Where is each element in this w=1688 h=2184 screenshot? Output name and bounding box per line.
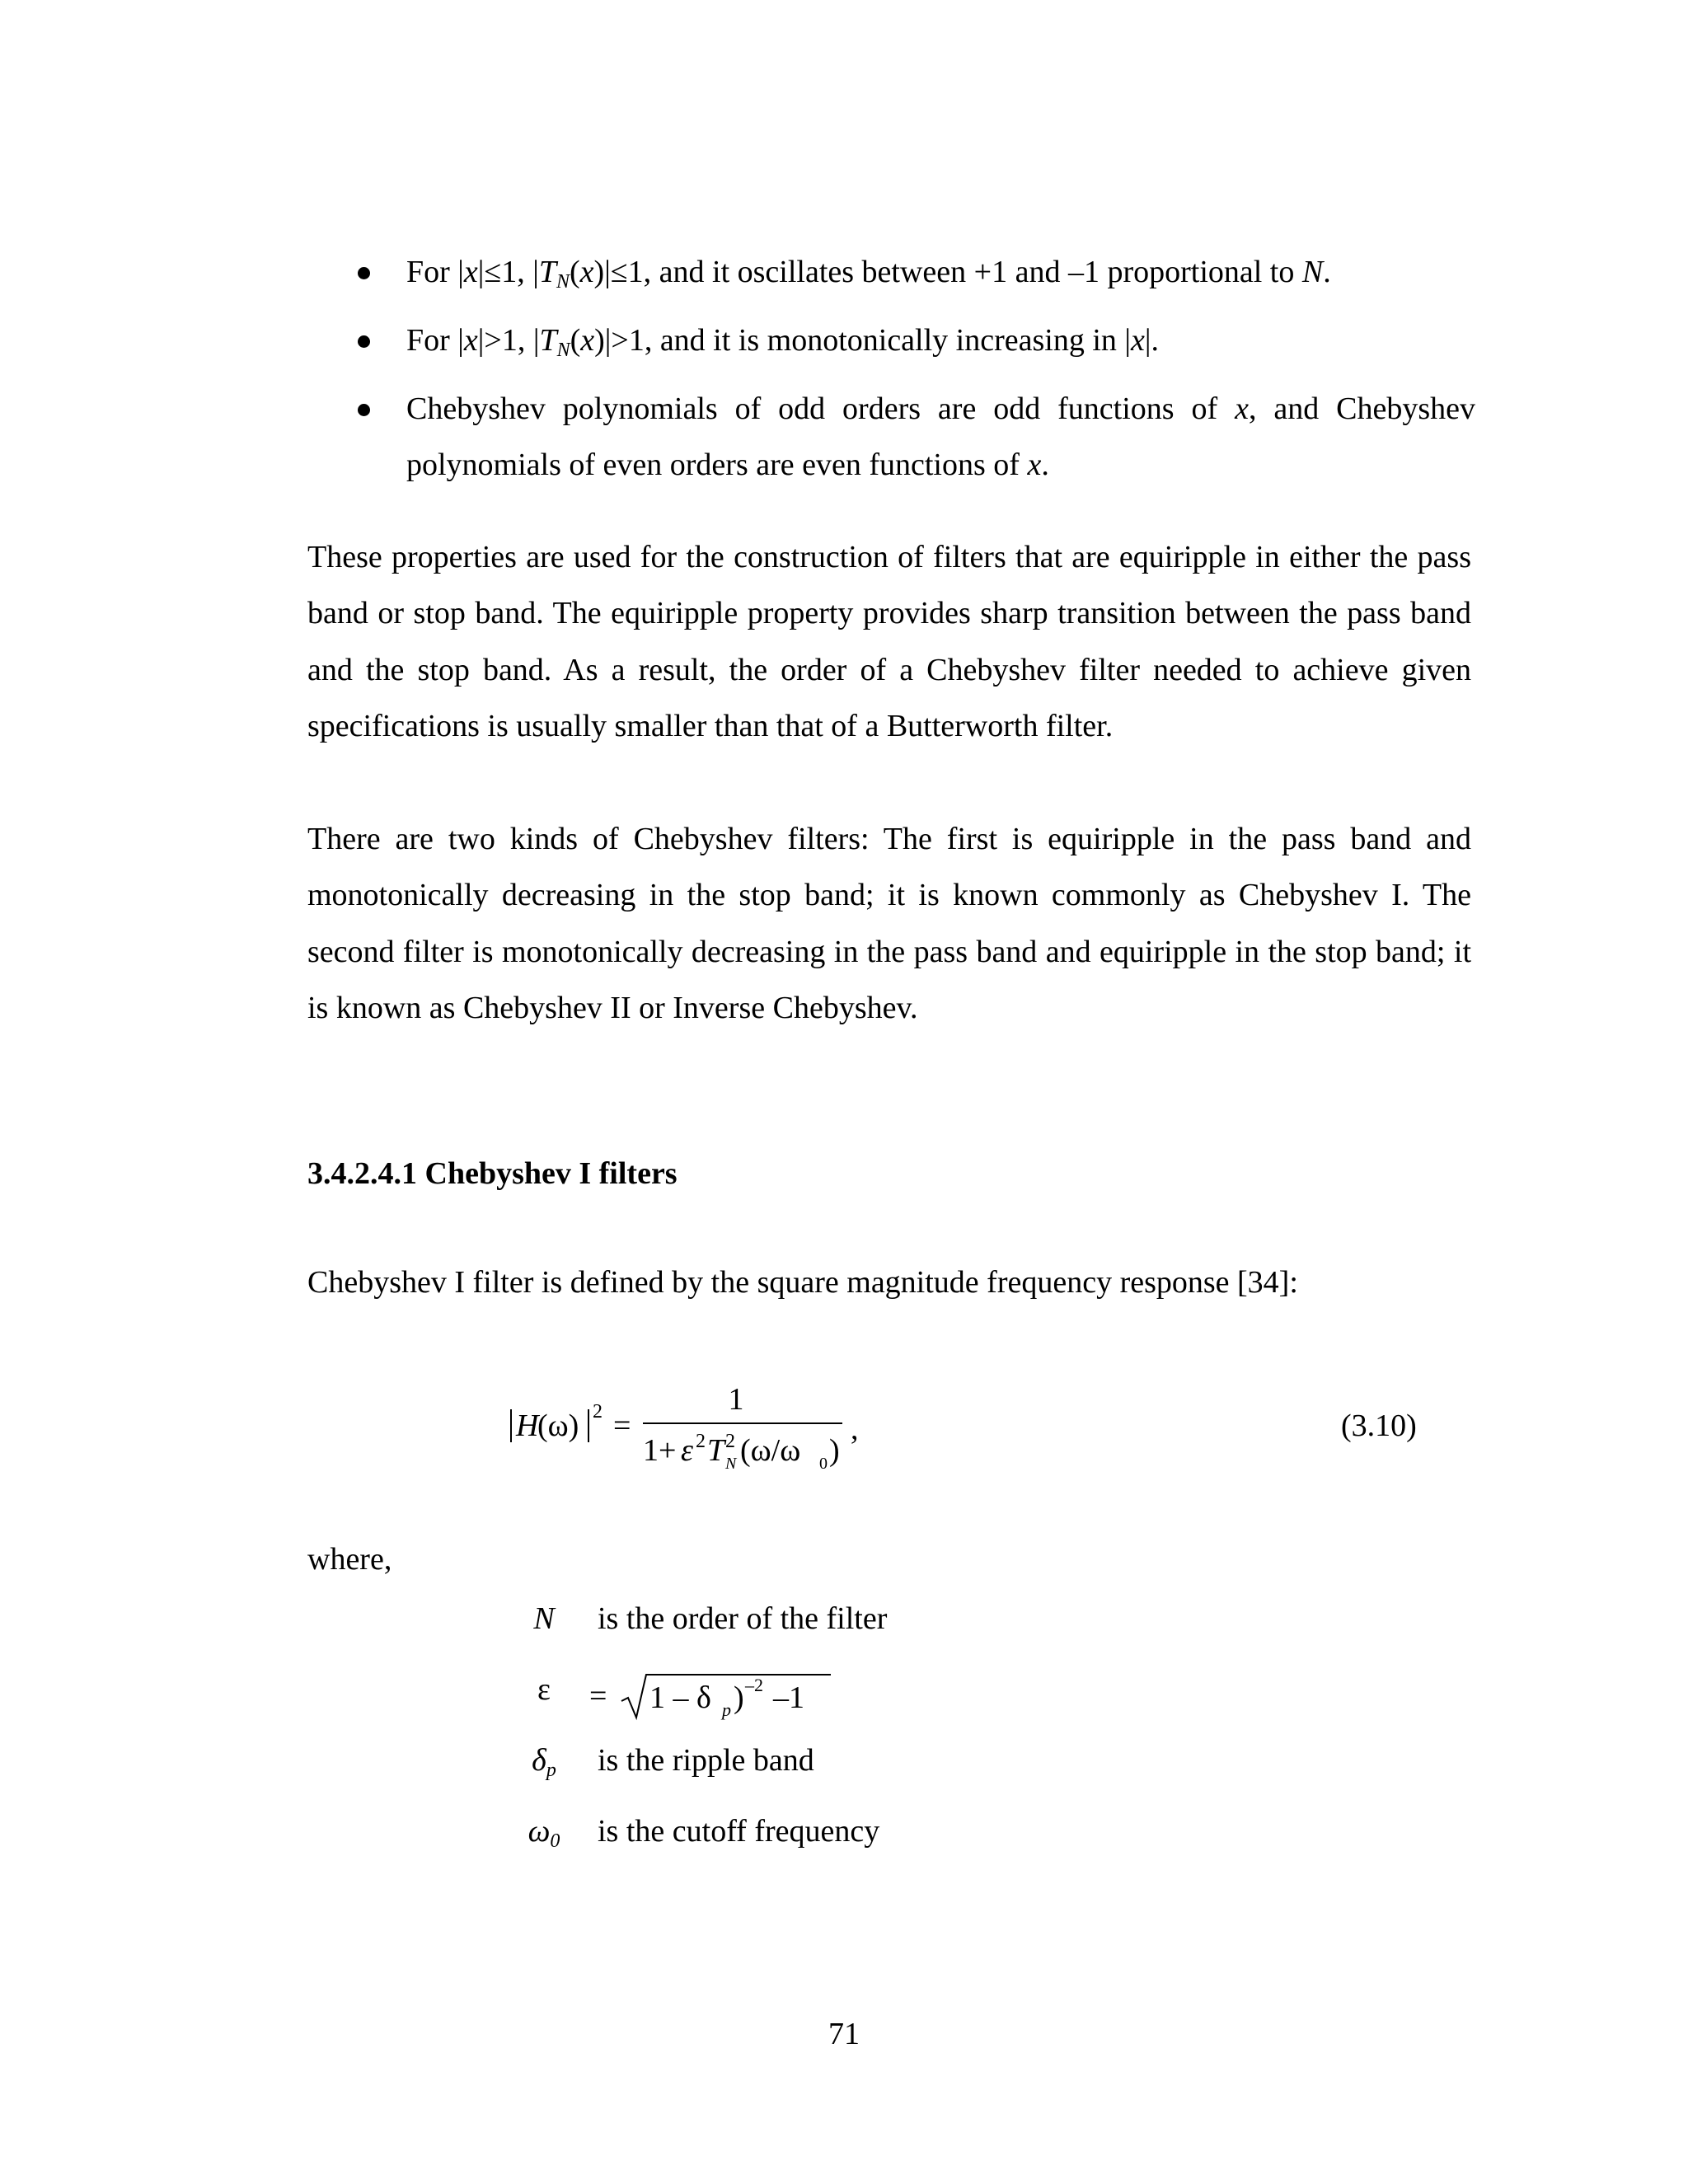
section-heading: 3.4.2.4.1 Chebyshev I filters (307, 1156, 678, 1191)
paragraph-chebyshev-kinds: There are two kinds of Chebyshev filters: The first is equiripple in the pass band and monotonically decreasing in the stop band; it is known commonly as Chebyshev I. The second filter is monotonically decreasing in the pass band and equiripple in the stop band; it is known as Chebyshev II or Inverse Chebyshev. (307, 822, 1471, 1025)
den-t-sub: N (725, 1455, 737, 1473)
bullet-item (305, 244, 1475, 310)
paragraph-equiripple-properties: These properties are used for the construction of filters that are equiripple in either the pass band or stop band. The equiripple property provides sharp transition between the pass band and the stop band. As a result, the order of a Chebyshev filter needed to achieve given specifications is usually smaller than that of a Butterworth filter. (307, 540, 1471, 743)
symbol-omega-0: $\omega_0$ (528, 1814, 560, 1852)
den-argument: (ω/ω (740, 1433, 801, 1468)
definition-row (511, 1807, 1253, 1877)
bullet-text: Chebyshev polynomials of odd orders are odd functions of x, and Chebyshev polynomials of even orders are even functions of x. (406, 391, 1475, 482)
equals-sign: = (613, 1408, 631, 1443)
den-argument-sub: 0 (819, 1455, 828, 1473)
den-epsilon-exp: 2 (696, 1431, 706, 1452)
bullet-dot-icon (358, 404, 370, 416)
definition-row (511, 1736, 1253, 1807)
equation-number: (3.10) (1341, 1408, 1417, 1443)
bullet-item (305, 312, 1475, 378)
equals-sign: = (589, 1679, 607, 1713)
radicand-sub: p (721, 1699, 731, 1720)
sqrt-expression (620, 1671, 834, 1721)
where-label: where, (307, 1542, 392, 1577)
lhs-h: H (516, 1408, 539, 1443)
bullet-dot-icon (358, 335, 370, 348)
den-t: T (707, 1433, 725, 1468)
radicand-exp: –2 (744, 1675, 763, 1695)
bullet-text: For |x|≤1, $|T_N(x)|\le 1$, and it oscillates between +1 and –1 proportional to N. (406, 255, 1331, 293)
definition-text: is the ripple band (598, 1743, 814, 1778)
symbol-definitions (511, 1594, 1253, 1877)
den-epsilon: ε (681, 1433, 693, 1468)
definition-text: is the cutoff frequency (598, 1814, 880, 1849)
symbol-delta-p: $\delta_p$ (532, 1743, 556, 1781)
equation-3-10 (0, 1376, 1688, 1475)
bullet-text: For |x|>1, $|T_N(x)|>1$, and it is monotonically increasing in |x|. (406, 323, 1159, 361)
den-t-sup: 2 (725, 1431, 735, 1452)
page-number: 71 (828, 2017, 860, 2051)
epsilon-formula (589, 1671, 834, 1721)
den-close-paren: ) (829, 1433, 840, 1468)
lhs-omega: (ω) (537, 1408, 579, 1443)
symbol-n: N (533, 1601, 555, 1636)
den-one-plus: 1+ (643, 1433, 677, 1468)
radicand-b: ) (733, 1680, 744, 1715)
numerator: 1 (728, 1382, 744, 1417)
symbol-epsilon: ε (537, 1672, 551, 1707)
bullet-dot-icon (358, 267, 370, 279)
equation-formula (501, 1376, 897, 1475)
radicand-a: 1 – δ (649, 1680, 711, 1715)
definition-row (511, 1594, 1253, 1665)
intro-sentence: Chebyshev I filter is defined by the square magnitude frequency response [34]: (307, 1265, 1298, 1300)
radicand-c: –1 (772, 1680, 804, 1715)
equation-comma: , (851, 1412, 859, 1446)
bullet-item (305, 381, 1475, 493)
properties-bullet-list (305, 244, 1475, 495)
definition-text: is the order of the filter (598, 1601, 888, 1636)
definition-row (511, 1665, 1253, 1736)
lhs-exponent: 2 (593, 1401, 603, 1422)
